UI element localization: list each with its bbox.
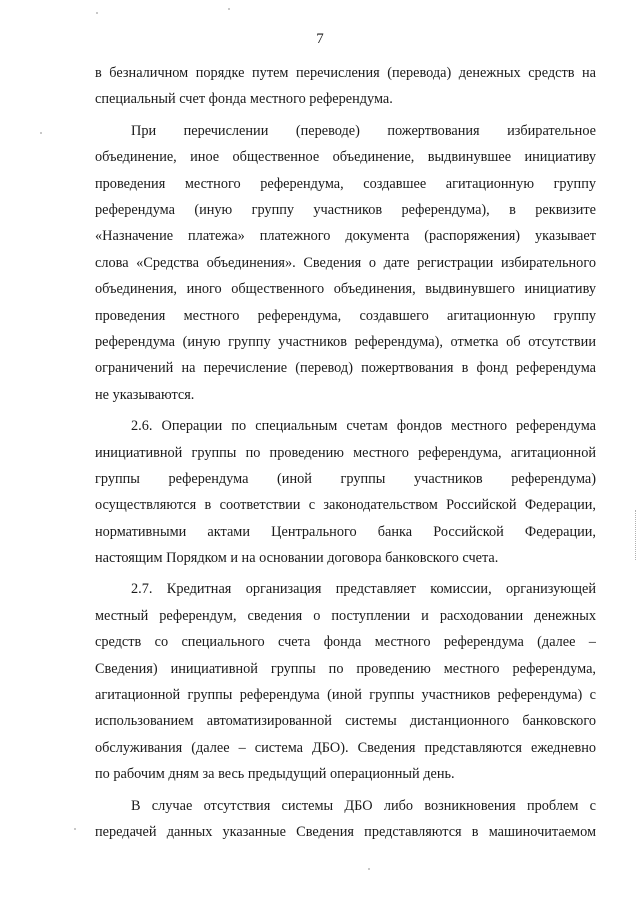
text-line: агитационной группы референдума (иной группы участников референдума) с bbox=[95, 687, 596, 704]
text-line: осуществляются в соответствии с законодательством Российской Федерации, bbox=[95, 497, 596, 514]
paragraph-section-2-6 bbox=[95, 413, 596, 571]
document-body bbox=[95, 60, 596, 845]
scan-artifact bbox=[40, 132, 42, 134]
text-line: использованием автоматизированной системы дистанционного банковского bbox=[95, 713, 596, 730]
paragraph-section-2-7 bbox=[95, 576, 596, 787]
text-line: нормативными актами Центрального банка Российской Федерации, bbox=[95, 523, 596, 540]
text-line: местный референдум, сведения о поступлении и расходовании денежных bbox=[95, 607, 596, 624]
text-line: 2.7. Кредитная организация представляет комиссии, организующей bbox=[131, 581, 596, 598]
text-line: референдума (иную группу участников референдума), отметка об отсутствии bbox=[95, 333, 596, 350]
text-line: средств со специального счета фонда местного референдума (далее – bbox=[95, 634, 596, 651]
text-line: объединения, иного общественного объединения, выдвинувшего инициативу bbox=[95, 281, 596, 298]
text-line: по рабочим дням за весь предыдущий операционный день. bbox=[95, 766, 455, 783]
text-line: В случае отсутствия системы ДБО либо возникновения проблем с bbox=[131, 797, 596, 814]
text-line: проведения местного референдума, создавшего агитационную группу bbox=[95, 307, 596, 324]
paragraph-no-dbo-system bbox=[95, 793, 596, 846]
text-line: обслуживания (далее – система ДБО). Сведения представляются ежедневно bbox=[95, 739, 596, 756]
scan-margin-mark bbox=[633, 510, 636, 560]
scan-artifact bbox=[228, 8, 230, 10]
text-line: референдума (иную группу участников референдума), в реквизите bbox=[95, 201, 596, 218]
text-line: настоящим Порядком и на основании договора банковского счета. bbox=[95, 550, 499, 567]
text-line: ограничений на перечисление (перевод) пожертвования в фонд референдума bbox=[95, 360, 596, 377]
text-line: слова «Средства объединения». Сведения о дате регистрации избирательного bbox=[95, 254, 596, 271]
text-line: 2.6. Операции по специальным счетам фондов местного референдума bbox=[131, 418, 596, 435]
scan-artifact bbox=[368, 868, 370, 870]
text-line: При перечислении (переводе) пожертвования избирательное bbox=[131, 122, 596, 139]
scan-artifact bbox=[74, 828, 76, 830]
text-line: не указываются. bbox=[95, 386, 195, 403]
paragraph-continuation bbox=[95, 60, 596, 113]
text-line: проведения местного референдума, создавшее агитационную группу bbox=[95, 175, 596, 192]
text-line: объединение, иное общественное объединение, выдвинувшее инициативу bbox=[95, 149, 596, 166]
text-line: в безналичном порядке путем перечисления (перевода) денежных средств на bbox=[95, 65, 596, 81]
text-line: инициативной группы по проведению местного референдума, агитационной bbox=[95, 444, 596, 461]
text-line: передачей данных указанные Сведения представляются в машиночитаемом bbox=[95, 824, 596, 840]
scan-artifact bbox=[96, 12, 98, 14]
text-line: специальный счет фонда местного референдума. bbox=[95, 91, 393, 108]
text-line: группы референдума (иной группы участников референдума) bbox=[95, 470, 596, 487]
page-number: 7 bbox=[316, 31, 324, 47]
paragraph-donation-transfer bbox=[95, 118, 596, 408]
text-line: Сведения) инициативной группы по проведению местного референдума, bbox=[95, 660, 596, 677]
text-line: «Назначение платежа» платежного документа (распоряжения) указывает bbox=[95, 228, 596, 245]
